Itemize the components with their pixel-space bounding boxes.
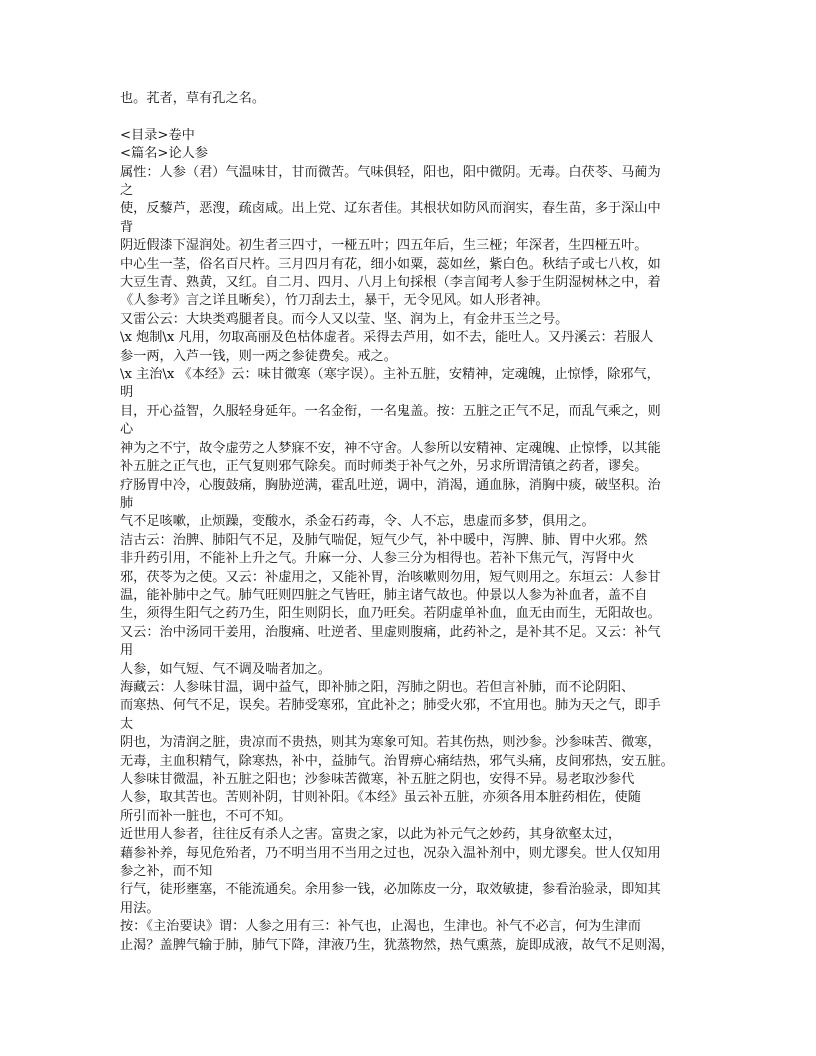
text-line: <目录>卷中 xyxy=(120,127,195,143)
text-line: 阴也，为清润之脏，贵凉而不贵热，则其为寒象可知。若其伤热，则沙参。沙参味苦、微寒， xyxy=(120,735,661,751)
text-line: 属性：人参（君）气温味甘，甘而微苦。气味俱轻，阳也，阳中微阴。无毒。白茯苓、马蔺为 xyxy=(120,164,661,180)
text-line: 人参，如气短、气不调及喘者加之。 xyxy=(120,661,331,677)
text-line: 生，须得生阳气之药乃生，阳生则阴长，血乃旺矣。若阴虚单补血，血无由而生，无阳故也。 xyxy=(120,606,661,622)
text-line: 神为之不宁，故令虚劳之人梦寐不安，神不守舍。人参所以安精神、定魂魄、止惊悸，以其能 xyxy=(120,440,661,456)
text-line: 按：《主治要诀》谓：人参之用有三：补气也，止渴也，生津也。补气不必言，何为生津而 xyxy=(120,919,641,935)
text-line: 藉参补养，每见危殆者，乃不明当用不当用之过也，况杂入温补剂中，则尤谬矣。世人仅知用 xyxy=(120,845,661,861)
text-line: 使，反藜芦，恶溲，疏卤咸。出上党、辽东者佳。其根状如防风而润实，春生苗，多于深山中 xyxy=(120,201,661,217)
text-line: 心 xyxy=(120,422,134,438)
text-line: 气不足咳嗽，止烦躁，变酸水，杀金石药毒，令、人不忘，患虚而多梦，俱用之。 xyxy=(120,514,595,530)
text-line: 疗肠胃中冷，心腹鼓痛，胸胁逆满，霍乱吐逆，调中，消渴，通血脉，消胸中痰，破坚积。治 xyxy=(120,477,661,493)
text-line: 止渴？盖脾气输于肺，肺气下降，津液乃生，犹蒸物然，热气熏蒸，旋即成液，故气不足则渴， xyxy=(120,937,674,953)
text-line: 海藏云：人参味甘温，调中益气，即补肺之阳，泻肺之阴也。若但言补肺，而不论阴阳、 xyxy=(120,679,635,695)
text-line: 近世用人参者，往往反有杀人之害。富贵之家，以此为补元气之妙药，其身欲壑太过， xyxy=(120,827,622,843)
text-line: 太 xyxy=(120,716,134,732)
text-line: 又云：治中汤同干姜用，治腹痛、吐逆者、里虚则腹痛，此药补之，是补其不足。又云：补气 xyxy=(120,624,661,640)
text-line: 之 xyxy=(120,183,134,199)
text-line: 非升药引用，不能补上升之气。升麻一分、人参三分为相得也。若补下焦元气，泻肾中火 xyxy=(120,551,635,567)
text-line: 肺 xyxy=(120,495,134,511)
text-line: 也。芤者，草有孔之名。 xyxy=(120,91,266,106)
text-line: 中心生一茎，俗名百尺杵。三月四月有花，细小如粟，蕊如丝，紫白色。秋结子或七八枚，如 xyxy=(120,256,661,272)
text-line: 阴近假漆下湿润处。初生者三四寸，一桠五叶；四五年后，生三桠；年深者，生四桠五叶。 xyxy=(120,238,648,254)
text-line: 温，能补肺中之气。肺气旺则四脏之气皆旺，肺主诸气故也。仲景以人参为补血者，盖不自 xyxy=(120,587,648,603)
document-page xyxy=(120,90,700,955)
text-line: \x 主治\x 《本经》云：味甘微寒（寒字误）。主补五脏，安精神，定魂魄，止惊悸，除邪气， xyxy=(120,367,660,383)
text-line: 用 xyxy=(120,643,134,659)
text-line: 背 xyxy=(120,219,134,235)
text-line: 明 xyxy=(120,385,134,401)
text-line: 行气，徒形壅塞，不能流通矣。余用参一钱，必加陈皮一分，取效敏捷，参看治验录，即知其 xyxy=(120,882,661,898)
text-line: 补五脏之正气也，正气复则邪气除矣。而时师类于补气之外，另求所谓清镇之药者，谬矣。 xyxy=(120,459,648,475)
text-line: 洁古云：治脾、肺阳气不足，及肺气喘促，短气少气，补中暖中，泻脾、肺、胃中火邪。然 xyxy=(120,532,648,548)
text-line: 人参味甘微温，补五脏之阳也；沙参味苦微寒，补五脏之阴也，安得不异。易老取沙参代 xyxy=(120,772,635,788)
text-line: 邪，茯苓为之使。又云：补虚用之，又能补胃，治咳嗽则勿用，短气则用之。东垣云：人参甘 xyxy=(120,569,661,585)
text-line: 大豆生青、熟黄，又红。自二月、四月、八月上旬採根（李言闻考人参于生阴湿树林之中，着 xyxy=(120,275,661,291)
text-line: 目，开心益智，久服轻身延年。一名金衔，一名鬼盖。按：五脏之正气不足，而乱气乘之，则 xyxy=(120,403,661,419)
text-line: 用法。 xyxy=(120,900,160,916)
text-line: \x 炮制\x 凡用，勿取高丽及色枯体虚者。采得去芦用，如不去，能吐人。又丹溪云：若服人 xyxy=(120,330,654,346)
text-line: 所引而补一脏也，不可不知。 xyxy=(120,808,292,824)
text-line: <篇名>论人参 xyxy=(120,146,209,162)
text-line: 《人参考》言之详且晰矣），竹刀刮去土，暴干，无令见风。如人形者神。 xyxy=(120,293,549,309)
text-line: 人参，取其苦也。苦则补阴，甘则补阳。《本经》虽云补五脏，亦须各用本脏药相佐，使随 xyxy=(120,790,641,806)
text-line: 参一两，入芦一钱，则一两之参徒费矣。戒之。 xyxy=(120,348,397,364)
blank-line xyxy=(120,108,700,126)
text-line: 无毒，主血积精气，除寒热，补中，益肺气。治胃痹心痛结热，邪气头痛，皮间邪热，安五脏。 xyxy=(120,753,674,769)
text-line: 参之补，而不知 xyxy=(120,864,213,880)
text-line: 而寒热、何气不足，误矣。若肺受寒邪，宜此补之；肺受火邪，不宜用也。肺为天之气，即手 xyxy=(120,698,661,714)
text-line: 又雷公云：大块类鸡腿者良。而今人又以莹、坚、润为上，有金井玉兰之号。 xyxy=(120,311,569,327)
